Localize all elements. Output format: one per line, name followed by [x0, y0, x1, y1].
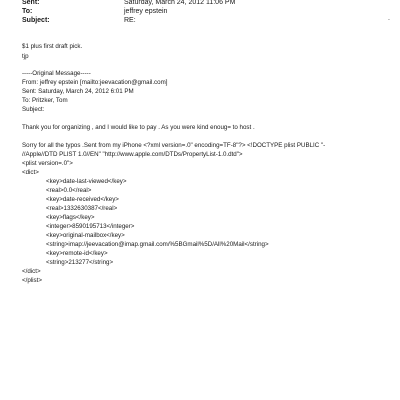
plist-entry: <real>0.0</real>	[46, 187, 92, 194]
dict-close-tag: </dict>	[22, 268, 41, 275]
to-value: jeffrey epstein	[124, 8, 168, 15]
stray-mark: .	[388, 15, 390, 22]
original-from: From: jeffrey epstein [mailto:jeevacation@gmail.com]	[22, 79, 168, 86]
subject-label: Subject:	[22, 17, 50, 24]
reply-signature: tjp	[22, 53, 29, 60]
plist-close-tag: </plist>	[22, 277, 42, 284]
original-subject: Subject:	[22, 106, 45, 113]
plist-entry: <real>1332630387</real>	[46, 205, 118, 212]
message-paragraph-2-line-2: //Apple//DTD PLIST 1.0//EN" "http://www.apple.com/DTDs/PropertyList-1.0.dtd">	[22, 151, 243, 158]
dict-open-tag: <dict>	[22, 169, 39, 176]
plist-entry: <key>date-last-viewed</key>	[46, 178, 127, 185]
original-divider: -----Original Message-----	[22, 70, 91, 77]
plist-entry: <key>date-received</key>	[46, 196, 119, 203]
original-sent: Sent: Saturday, March 24, 2012 6:01 PM	[22, 88, 134, 95]
plist-entry: <string>imap://jeevacation@imap.gmail.com/%5BGmail%5D/All%20Mail</string>	[46, 241, 269, 248]
original-to: To: Pritzker, Tom	[22, 97, 68, 104]
to-row	[22, 7, 167, 16]
message-paragraph-2-line-1: Sorry for all the typos .Sent from my iPhone <?xml version=.0" encoding=TF-8"?> <!DOCTYPE plist PUBLIC "-	[22, 142, 326, 149]
sent-value: Saturday, March 24, 2012 11:06 PM	[124, 0, 236, 6]
plist-entry: <key>original-mailbox</key>	[46, 232, 125, 239]
subject-row	[22, 16, 136, 25]
sent-row	[22, 0, 235, 7]
reply-line-1: $1 plus first draft pick.	[22, 43, 83, 50]
plist-open-tag: <plist version=.0">	[22, 160, 73, 167]
plist-entry: <key>flags</key>	[46, 214, 95, 221]
to-label: To:	[22, 8, 33, 15]
plist-entry: <integer>8590195713</integer>	[46, 223, 135, 230]
subject-value: RE:	[124, 17, 136, 24]
message-paragraph-1: Thank you for organizing , and I would like to pay . As you were kind enoug= to host .	[22, 124, 255, 131]
sent-label: Sent:	[22, 0, 40, 6]
plist-entry: <key>remote-id</key>	[46, 250, 108, 257]
plist-entry: <string>213277</string>	[46, 259, 114, 266]
